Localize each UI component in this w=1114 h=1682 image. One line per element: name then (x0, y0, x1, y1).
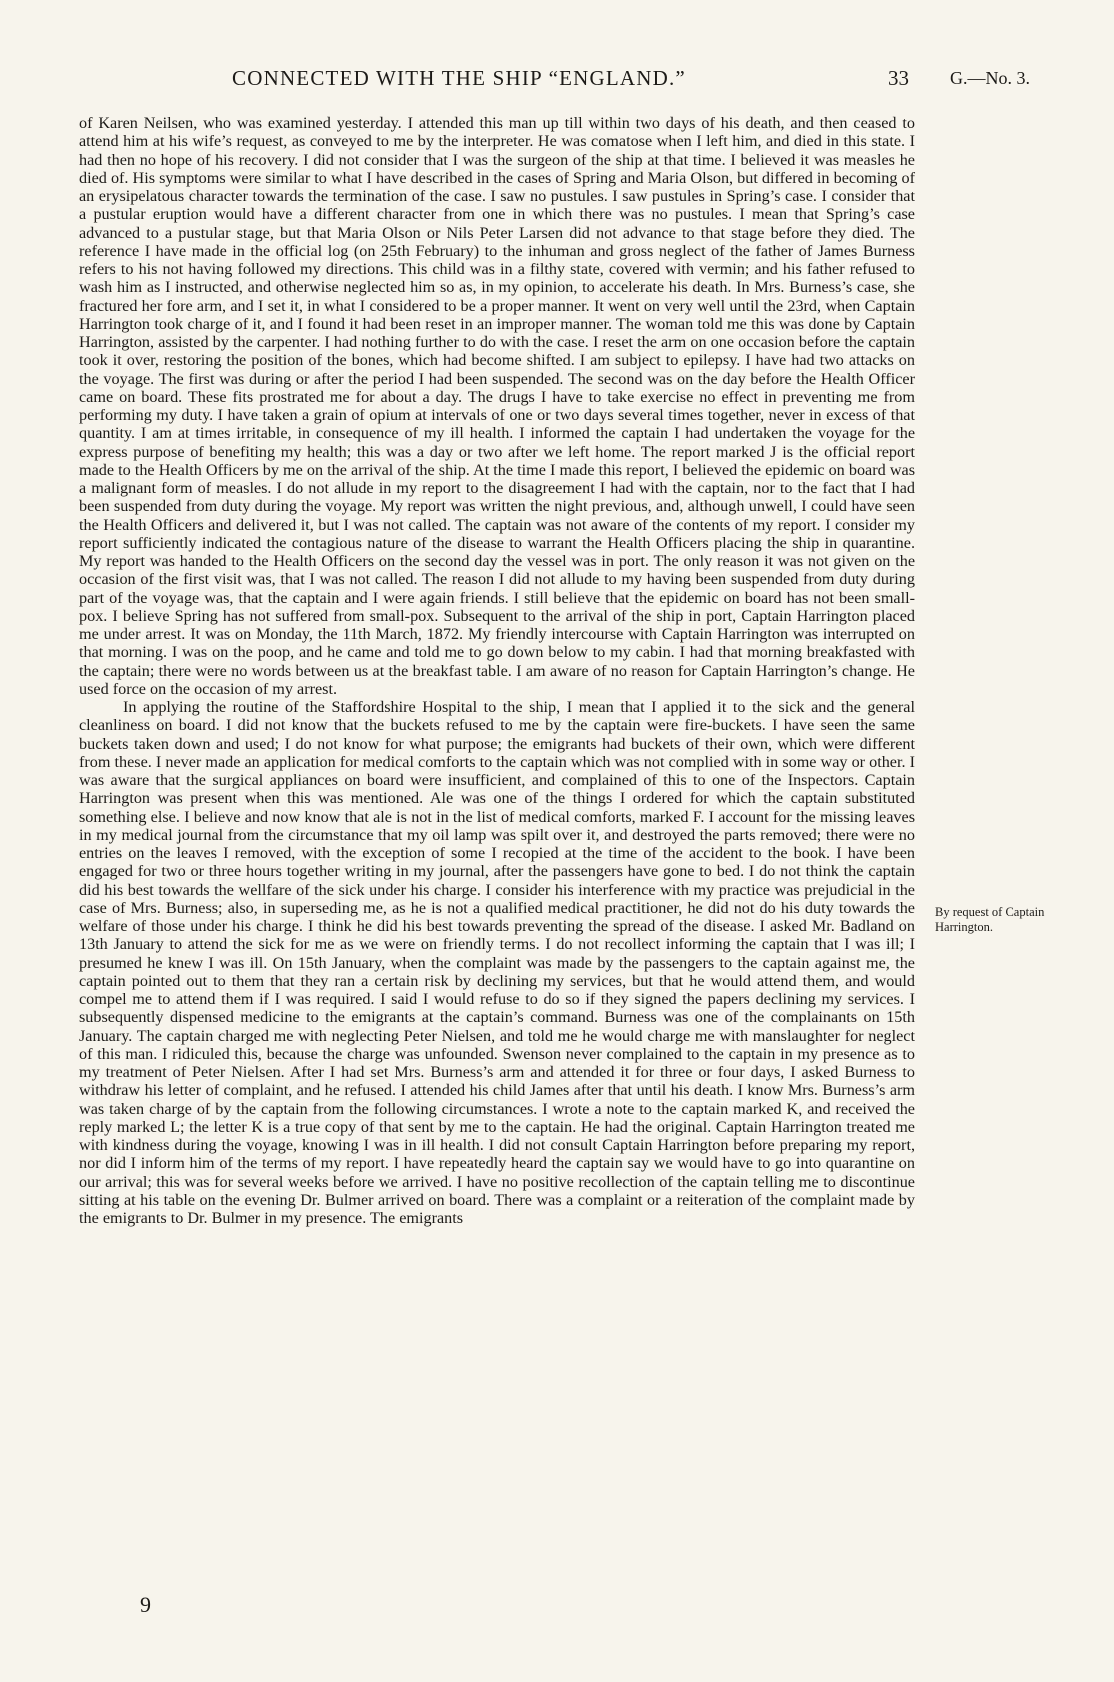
signature-mark: 9 (140, 1592, 151, 1617)
body-text (79, 114, 915, 1227)
paragraph: of Karen Neilsen, who was examined yesterday. I attended this man up till within two days of his death, and then ceased to attend him at his wife’s request, as conveyed to me by the interpreter. He was comatose when I left him, and died in this state. I had then no hope of his recovery. I did not consider that I was the surgeon of the ship at that time. I believed it was measles he died of. His symptoms were similar to what I have described in the cases of Spring and Maria Olson, but differed in becoming of an erysipelatous character towards the termination of the case. I saw no pustules. I saw pustules in Spring’s case. I consider that a pustular eruption would have a different character from one in which there was no pustules. I mean that Spring’s case advanced to a pustular stage, but that Maria Olson or Nils Peter Larsen did not advance to that stage before they died. The reference I have made in the official log (on 25th February) to the inhuman and gross neglect of the father of James Burness refers to his not having followed my directions. This child was in a filthy state, covered with vermin; and his father refused to wash him as I instructed, and otherwise neglected him so as, in my opinion, to accelerate his death. In Mrs. Burness’s case, she fractured her fore arm, and I set it, in what I considered to be a proper manner. It went on very well until the 23rd, when Captain Harrington took charge of it, and I found it had been reset in an improper manner. The woman told me this was done by Captain Harrington, assisted by the carpenter. I had nothing further to do with the case. I reset the arm on one occasion before the captain took it over, restoring the position of the bones, which had become shifted. I am subject to epilepsy. I have had two attacks on the voyage. The first was during or after the period I had been suspended. The second was on the day before the Health Officer came on board. These fits prostrated me for about a day. The drugs I have to take exercise no effect in preventing me from performing my duty. I have taken a grain of opium at intervals of one or two days several times together, never in excess of that quantity. I am at times irritable, in consequence of my ill health. I informed the captain I had undertaken the voyage for the express purpose of benefiting my health; this was a day or two after we left home. The report marked J is the official report made to the Health Officers by me on the arrival of the ship. At the time I made this report, I believed the epidemic on board was a malignant form of measles. I do not allude in my report to the disagreement I had with the captain, nor to the fact that I had been suspended from duty during the voyage. My report was written the night previous, and, although unwell, I could have seen the Health Officers and delivered it, but I was not called. The captain was not aware of the contents of my report. I consider my report sufficiently indicated the contagious nature of the disease to warrant the Health Officers placing the ship in quarantine. My report was handed to the Health Officers on the second day the vessel was in port. The only reason it was not given on the occasion of the first visit was, that I was not called. The reason I did not allude to my having been suspended from duty during part of the voyage was, that the captain and I were again friends. I still believe that the epidemic on board has not been small-pox. I believe Spring has not suffered from small-pox. Subsequent to the arrival of the ship in port, Captain Harrington placed me under arrest. It was on Monday, the 11th March, 1872. My friendly intercourse with Captain Harrington was interrupted on that morning. I was on the poop, and he came and told me to go down below to my cabin. I had that morning breakfasted with the captain; there were no words between us at the breakfast table. I am aware of no reason for Captain Harrington’s change. He used force on the occasion of my arrest. (79, 114, 915, 698)
running-title: CONNECTED WITH THE SHIP “ENGLAND.” (232, 66, 686, 90)
paragraph: In applying the routine of the Staffordshire Hospital to the ship, I mean that I applied it to the sick and the general cleanliness on board. I did not know that the buckets refused to me by the captain were fire-buckets. I have seen the same buckets taken down and used; I do not know for what purpose; the emigrants had buckets of their own, which were different from these. I never made an application for medical comforts to the captain which was not complied with in some way or other. I was aware that the surgical appliances on board were insufficient, and complained of this to one of the Inspectors. Captain Harrington was present when this was mentioned. Ale was one of the things I ordered for which the captain substituted something else. I believe and now know that ale is not in the list of medical comforts, marked F. I account for the missing leaves in my medical journal from the circumstance that my oil lamp was spilt over it, and destroyed the parts removed; there were no entries on the leaves I removed, with the exception of some I recopied at the time of the accident to the book. I have been engaged for two or three hours together writing in my journal, after the passengers have gone to bed. I do not think the captain did his best towards the wellfare of the sick under his charge. I consider his interference with my practice was prejudicial in the case of Mrs. Burness; also, in superseding me, as he is not a qualified medical practitioner, he did not do his duty towards the welfare of those under his charge. I think he did his best towards preventing the spread of the disease. I asked Mr. Badland on 13th January to attend the sick for me as we were on friendly terms. I do not recollect informing the captain that I was ill; I presumed he knew I was ill. On 15th January, when the complaint was made by the passengers to the captain against me, the captain pointed out to them that they ran a certain risk by declining my services, but that he would attend them, and would compel me to attend them if I was required. I said I would refuse to do so if they signed the papers declining my services. I subsequently dispensed medicine to the emigrants at the captain’s command. Burness was one of the complainants on 15th January. The captain charged me with neglecting Peter Nielsen, and told me he would charge me with manslaughter for neglect of this man. I ridiculed this, because the charge was unfounded. Swenson never complained to the captain in my presence as to my treatment of Peter Nielsen. After I had set Mrs. Burness’s arm and attended it for three or four days, I asked Burness to withdraw his letter of complaint, and he refused. I attended his child James after that until his death. I know Mrs. Burness’s arm was taken charge of by the captain from the following circumstances. I wrote a note to the captain marked K, and received the reply marked L; the letter K is a true copy of that sent by me to the captain. He had the original. Captain Harrington treated me with kindness during the voyage, knowing I was in ill health. I did not consult Captain Harrington before preparing my report, nor did I inform him of the terms of my report. I have repeatedly heard the captain say we would have to go into quarantine on our arrival; this was for several weeks before we arrived. I have no positive recollection of the captain telling me to discontinue sitting at his table on the evening Dr. Bulmer arrived on board. There was a complaint or a reiteration of the complaint made by the emigrants to Dr. Bulmer in my presence. The emigrants (79, 698, 915, 1227)
paper-reference: G.—No. 3. (950, 68, 1030, 88)
margin-note: By request of Captain Harrington. (935, 905, 1045, 934)
page-number: 33 (888, 66, 909, 90)
page-header (0, 66, 1114, 96)
